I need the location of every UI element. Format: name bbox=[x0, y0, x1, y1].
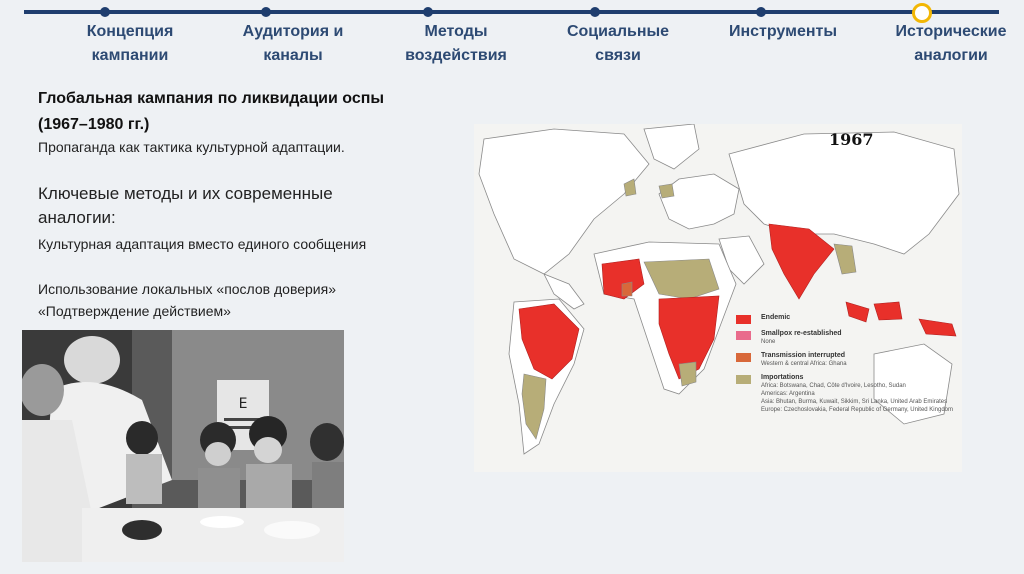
tab-tools[interactable]: Инструменты bbox=[728, 23, 838, 40]
legend-swatch bbox=[736, 331, 751, 340]
subtitle: Пропаганда как тактика культурной адаптации. bbox=[38, 139, 345, 155]
timeline-bar bbox=[24, 10, 999, 14]
tab-influence-methods[interactable]: Методы воздействия bbox=[405, 23, 507, 64]
legend-subtitle: Africa: Botswana, Chad, Côte d'Ivoire, Lesotho, Sudan Americas: Argentina Asia: Bhutan, Burma, Kuwait, Sikkim, Sri Lanka, United Arab Emirates Europe: Czechoslovakia, Federal Republic of Germany, United Kingdom bbox=[761, 383, 953, 413]
legend-swatch bbox=[736, 353, 751, 362]
method-line-1: Культурная адаптация вместо единого сообщения bbox=[38, 236, 367, 252]
tab-campaign-concept[interactable]: Концепция кампании bbox=[86, 23, 174, 64]
title-line-1: Глобальная кампания по ликвидации оспы bbox=[38, 90, 385, 107]
legend-swatch bbox=[736, 375, 751, 384]
historical-photo bbox=[22, 330, 344, 562]
tab-social-connections[interactable]: Социальные связи bbox=[566, 23, 670, 64]
legend-title: Smallpox re-established bbox=[761, 330, 842, 337]
tab-audience-channels[interactable]: Аудитория и каналы bbox=[242, 23, 344, 64]
timeline-dot bbox=[261, 7, 271, 17]
method-line-3: «Подтверждение действием» bbox=[38, 303, 231, 319]
svg-text:E: E bbox=[238, 396, 248, 412]
legend-item-endemic bbox=[736, 314, 956, 324]
legend-subtitle: Western & central Africa: Ghana bbox=[761, 361, 847, 367]
tab-historical-analogies[interactable]: Исторические аналогии bbox=[895, 23, 1007, 64]
smallpox-map bbox=[474, 124, 962, 472]
vaccination-photo-illustration bbox=[22, 330, 344, 562]
heading-line-1: Ключевые методы и их современные bbox=[38, 184, 333, 203]
timeline-dot bbox=[100, 7, 110, 17]
timeline-dot bbox=[423, 7, 433, 17]
heading-line-2: аналогии: bbox=[38, 208, 116, 227]
map-legend bbox=[736, 314, 956, 420]
legend-title: Importations bbox=[761, 374, 804, 381]
timeline-dot bbox=[756, 7, 766, 17]
method-line-2: Использование локальных «послов доверия» bbox=[38, 281, 336, 297]
legend-swatch bbox=[736, 315, 751, 324]
section-heading bbox=[38, 182, 438, 230]
map-year-label: 1967 bbox=[829, 130, 874, 149]
title-line-2: (1967–1980 гг.) bbox=[38, 116, 150, 133]
legend-title: Endemic bbox=[761, 314, 791, 321]
legend-item-re-established bbox=[736, 330, 956, 346]
legend-subtitle: None bbox=[761, 339, 776, 345]
timeline-dot bbox=[590, 7, 600, 17]
legend-item-interrupted bbox=[736, 352, 956, 368]
legend-title: Transmission interrupted bbox=[761, 352, 846, 359]
legend-item-importations bbox=[736, 374, 956, 414]
page-title bbox=[38, 86, 458, 138]
